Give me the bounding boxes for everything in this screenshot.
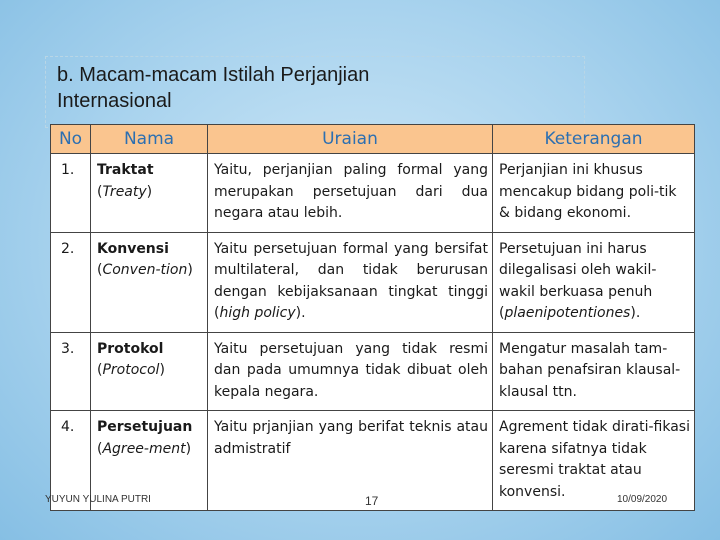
term-english-open: ( xyxy=(97,183,103,200)
term-name: Persetujuan xyxy=(97,419,193,435)
term-name: Konvensi xyxy=(97,240,169,257)
term-name-cell xyxy=(91,232,208,332)
table-row xyxy=(51,232,695,332)
note-cell: Perjanjian ini khusus mencakup bidang poli-tik & bidang ekonomi. xyxy=(493,154,695,233)
term-english-close: ) xyxy=(146,183,153,200)
note-cell: Mengatur masalah tam-bahan penafsiran klausal-klausal ttn. xyxy=(493,332,695,411)
slide-title xyxy=(57,62,577,114)
description-cell: Yaitu persetujuan yang tidak resmi dan pada umumnya tidak dibuat oleh kepala negara. xyxy=(208,332,493,411)
header-nama: Nama xyxy=(91,125,208,154)
table-row xyxy=(51,332,695,411)
note-text: Persetujuan ini harus dilegalisasi oleh wakil-wakil berkuasa penuh ( xyxy=(499,240,657,321)
description-italic: high policy xyxy=(219,305,296,321)
term-name-cell xyxy=(91,154,208,233)
term-english-close: ) xyxy=(159,362,165,378)
term-name: Protokol xyxy=(97,340,164,357)
note-cell xyxy=(493,232,695,332)
header-uraian: Uraian xyxy=(208,125,493,154)
header-keterangan: Keterangan xyxy=(493,125,695,154)
term-english: Treaty xyxy=(102,183,147,200)
slide-title-line-1: b. Macam-macam Istilah Perjanjian xyxy=(57,64,370,86)
note-italic: plaenipotentiones xyxy=(504,305,631,321)
term-name-cell xyxy=(91,332,208,411)
slide-title-line-2: Internasional xyxy=(57,90,172,112)
note-end: ). xyxy=(630,305,641,321)
table-row xyxy=(51,154,695,233)
term-name: Traktat xyxy=(97,162,154,178)
row-number: 1. xyxy=(51,154,91,233)
header-no: No xyxy=(51,125,91,154)
term-english: Agree-ment xyxy=(102,440,186,457)
description-cell: Yaitu prjanjian yang berifat teknis atau admistratif xyxy=(208,411,493,511)
description-cell xyxy=(208,232,493,332)
treaty-terms-table xyxy=(50,124,695,511)
description-text: Yaitu persetujuan formal yang bersifat multilateral, dan tidak berurusan dengan kebijaksanaan tingkat tinggi ( xyxy=(214,240,488,321)
description-cell: Yaitu, perjanjian paling formal yang merupakan persetujuan dari dua negara atau lebih. xyxy=(208,154,493,233)
term-english: Protocol xyxy=(102,362,160,378)
row-number: 2. xyxy=(51,232,91,332)
term-english-open: ( xyxy=(97,262,103,278)
term-english-close: ) xyxy=(187,262,193,278)
term-english: Conven-tion xyxy=(102,262,188,278)
description-end: ). xyxy=(295,305,306,321)
row-number: 3. xyxy=(51,332,91,411)
row-number: 4. xyxy=(51,411,91,511)
footer-date: 10/09/2020 xyxy=(617,494,668,505)
footer-page-number: 17 xyxy=(365,494,379,508)
term-english-open: ( xyxy=(97,440,103,457)
footer-author: YUYUN YULINA PUTRI xyxy=(45,494,151,505)
table-header-row xyxy=(51,125,695,154)
term-english-open: ( xyxy=(97,362,103,378)
note-cell: Agrement tidak dirati-fikasi karena sifatnya tidak seresmi traktat atau konvensi. xyxy=(493,411,695,511)
term-english-close: ) xyxy=(185,440,192,457)
